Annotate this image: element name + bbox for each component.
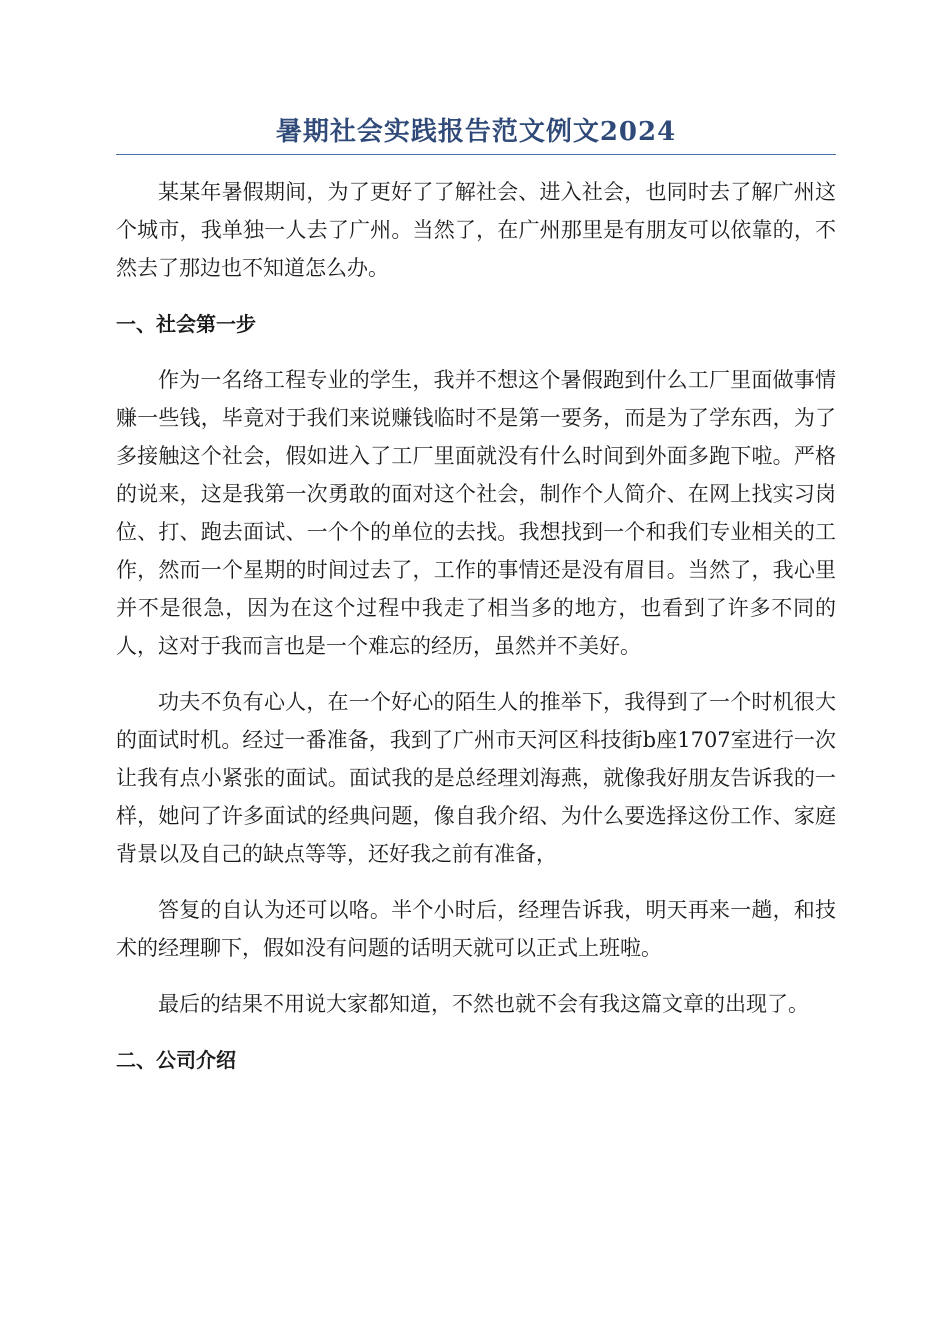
document-page [116,112,836,1079]
paragraph-1: 作为一名络工程专业的学生，我并不想这个暑假跑到什么工厂里面做事情赚一些钱，毕竟对于我们来说赚钱临时不是第一要务，而是为了学东西，为了多接触这个社会，假如进入了工厂里面就没有什么时间到外面多跑下啦。严格的说来，这是我第一次勇敢的面对这个社会，制作个人简介、在网上找实习岗位、打、跑去面试、一个个的单位的去找。我想找到一个和我们专业相关的工作，然而一个星期的时间过去了，工作的事情还是没有眉目。当然了，我心里并不是很急，因为在这个过程中我走了相当多的地方，也看到了许多不同的人，这对于我而言也是一个难忘的经历，虽然并不美好。 [116,368,836,658]
section-heading-2: 二、公司介绍 [116,1048,236,1072]
document-title: 暑期社会实践报告范文例文2024 [116,112,836,155]
intro-paragraph: 某某年暑假期间，为了更好了了解社会、进入社会，也同时去了解广州这个城市，我单独一人去了广州。当然了，在广州那里是有朋友可以依靠的，不然去了那边也不知道怎么办。 [116,180,836,280]
paragraph-3: 答复的自认为还可以咯。半个小时后，经理告诉我，明天再来一趟，和技术的经理聊下，假如没有问题的话明天就可以正式上班啦。 [116,898,836,960]
section-heading-1: 一、社会第一步 [116,312,256,336]
paragraph-2: 功夫不负有心人，在一个好心的陌生人的推举下，我得到了一个时机很大的面试时机。经过一番准备，我到了广州市天河区科技街b座1707室进行一次让我有点小紧张的面试。面试我的是总经理刘海燕，就像我好朋友告诉我的一样，她问了许多面试的经典问题，像自我介绍、为什么要选择这份工作、家庭背景以及自己的缺点等等，还好我之前有准备， [116,690,836,866]
paragraph-4: 最后的结果不用说大家都知道，不然也就不会有我这篇文章的出现了。 [158,992,809,1016]
